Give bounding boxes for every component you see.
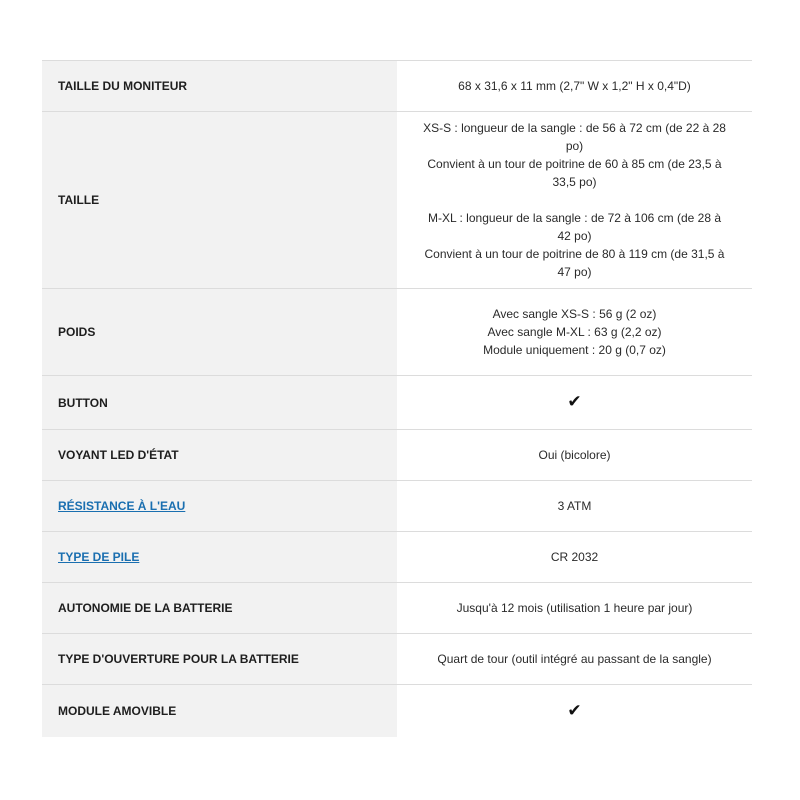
- spec-row-button: [42, 376, 752, 430]
- spec-value: Quart de tour (outil intégré au passant de la sangle): [437, 652, 712, 666]
- spec-value: Jusqu'à 12 mois (utilisation 1 heure par jour): [456, 601, 693, 615]
- spec-row-water-resistance: [42, 481, 752, 532]
- spec-row-monitor-size: [42, 61, 752, 112]
- spec-value: [397, 289, 752, 375]
- water-resistance-link[interactable]: RÉSISTANCE À L'EAU: [58, 499, 186, 513]
- spec-row-weight: [42, 289, 752, 376]
- spec-label: [42, 481, 397, 531]
- size-m-xl-line: 42 po): [557, 229, 592, 243]
- spec-row-battery-type: [42, 532, 752, 583]
- weight-line: Module uniquement : 20 g (0,7 oz): [483, 343, 666, 357]
- size-xs-s-line: XS-S : longueur de la sangle : de 56 à 72 cm (de 22 à 28 po): [423, 121, 726, 153]
- size-m-xl-line: 47 po): [557, 265, 592, 279]
- spec-value: [397, 112, 752, 288]
- spec-label: BUTTON: [42, 376, 397, 429]
- spec-value: 68 x 31,6 x 11 mm (2,7" W x 1,2" H x 0,4"D): [458, 79, 691, 93]
- checkmark-icon: ✔: [567, 700, 582, 721]
- spec-value: [397, 376, 752, 429]
- spec-label: TAILLE DU MONITEUR: [42, 61, 397, 111]
- spec-row-status-led: [42, 430, 752, 481]
- spec-label: [42, 532, 397, 582]
- spec-label: POIDS: [42, 289, 397, 375]
- size-xs-s-line: Convient à un tour de poitrine de 60 à 85 cm (de 23,5 à: [427, 157, 722, 171]
- size-xs-s-line: 33,5 po): [552, 175, 597, 189]
- size-m-xl-line: M-XL : longueur de la sangle : de 72 à 106 cm (de 28 à: [427, 211, 722, 225]
- spec-value: CR 2032: [550, 550, 599, 564]
- weight-line: Avec sangle M-XL : 63 g (2,2 oz): [487, 325, 662, 339]
- spec-label: TAILLE: [42, 112, 397, 288]
- checkmark-icon: ✔: [567, 392, 582, 412]
- specs-table: [42, 60, 752, 737]
- spec-row-size: [42, 112, 752, 289]
- spec-label: AUTONOMIE DE LA BATTERIE: [42, 583, 397, 633]
- spec-row-battery-life: [42, 583, 752, 634]
- spec-label: TYPE D'OUVERTURE POUR LA BATTERIE: [42, 634, 397, 684]
- weight-line: Avec sangle XS-S : 56 g (2 oz): [492, 307, 657, 321]
- spec-value: [397, 685, 752, 737]
- spec-row-removable-module: [42, 685, 752, 737]
- spec-row-battery-opening: [42, 634, 752, 685]
- spec-label: VOYANT LED D'ÉTAT: [42, 430, 397, 480]
- spec-value: Oui (bicolore): [538, 448, 611, 462]
- spec-label: MODULE AMOVIBLE: [42, 685, 397, 737]
- battery-type-link[interactable]: TYPE DE PILE: [58, 550, 140, 564]
- spec-value: 3 ATM: [557, 499, 592, 513]
- size-m-xl-line: Convient à un tour de poitrine de 80 à 119 cm (de 31,5 à: [424, 247, 725, 261]
